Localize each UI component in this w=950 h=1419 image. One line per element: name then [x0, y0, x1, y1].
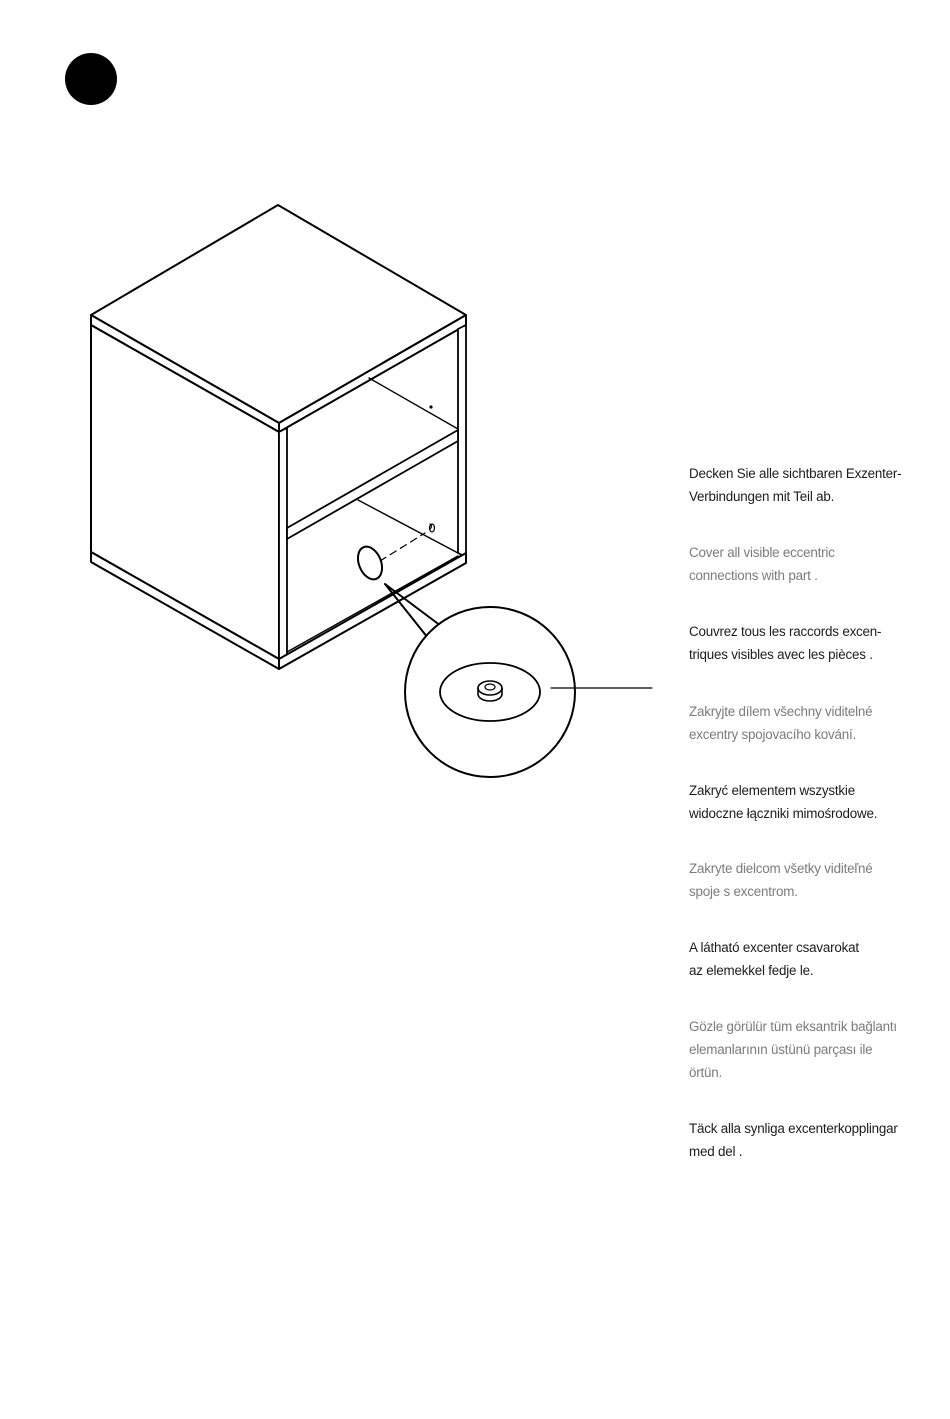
cabinet-back-line-upper: [369, 378, 458, 429]
instruction-polish: Zakryć elementem wszystkie widoczne łączniki mimośrodowe.: [689, 783, 878, 821]
instruction-hungarian: A látható excenter csavarokat az elemekkel fedje le.: [689, 940, 859, 978]
instruction-czech: Zakryjte dílem všechny viditelné excentry spojovacího kování.: [689, 704, 873, 742]
instruction-turkish: Gözle görülür tüm eksantrik bağlantı elemanlarının üstünü parçası ile örtün.: [689, 1019, 897, 1080]
insertion-guide-line: [380, 533, 425, 561]
instruction-text-block: [689, 462, 929, 1163]
eccentric-connector-lower: [430, 524, 435, 532]
eccentric-hole-upper: [429, 405, 432, 408]
cabinet-back-line-lower: [358, 500, 458, 553]
instruction-german: Decken Sie alle sichtbaren Exzenter- Verbindungen mit Teil ab.: [689, 466, 902, 504]
instruction-english: Cover all visible eccentric connections with part .: [689, 545, 835, 583]
instruction-slovak: Zakryte dielcom všetky viditeľné spoje s excentrom.: [689, 861, 873, 899]
instruction-french: Couvrez tous les raccords excen- triques visibles avec les pièces .: [689, 624, 882, 662]
magnifier-circle: [405, 607, 575, 777]
instruction-swedish: Täck alla synliga excenterkopplingar med del .: [689, 1121, 898, 1159]
cabinet-middle-shelf: [287, 430, 458, 539]
cover-cap: [353, 543, 386, 583]
cabinet-right-side-edge: [458, 325, 466, 557]
cabinet-front-edge: [279, 428, 287, 663]
